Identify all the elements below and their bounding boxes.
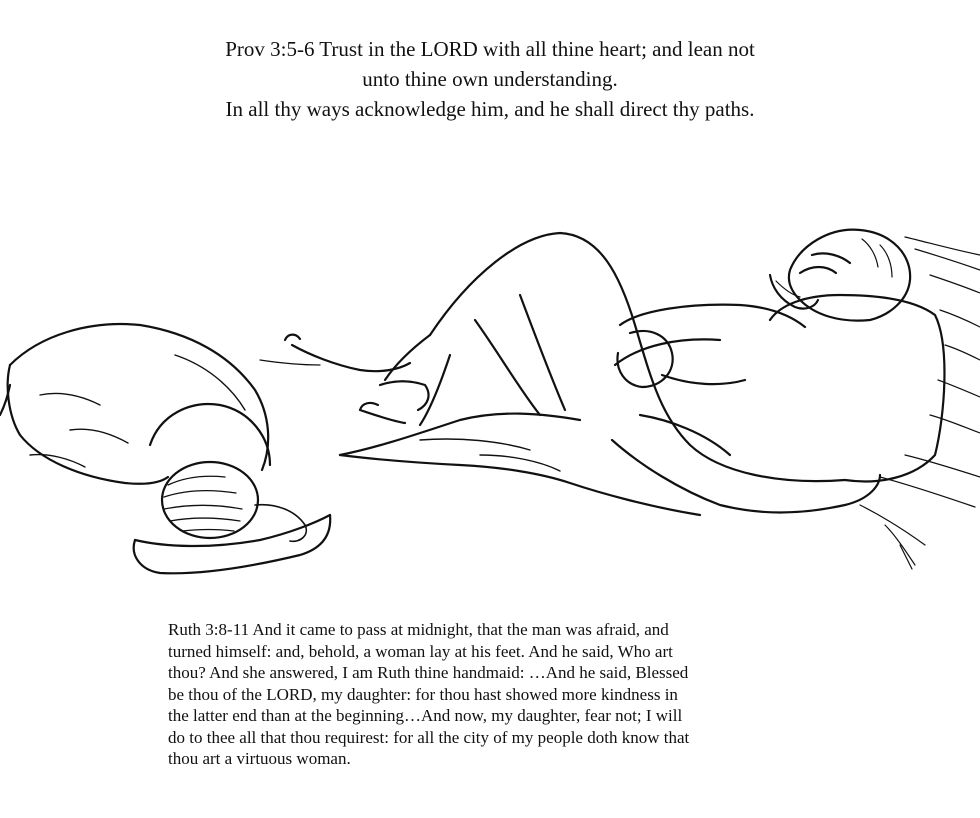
top-verse-line: unto thine own understanding.	[362, 67, 618, 91]
bottom-verse-line: thou art a virtuous woman.	[168, 749, 351, 768]
top-verse-line: Prov 3:5-6 Trust in the LORD with all thine heart; and lean not	[225, 37, 755, 61]
bottom-verse	[168, 619, 848, 770]
top-verse	[0, 34, 980, 124]
bottom-verse-line: thou? And she answered, I am Ruth thine handmaid: …And he said, Blessed	[168, 663, 689, 682]
straw-bed	[860, 237, 980, 569]
top-verse-line: In all thy ways acknowledge him, and he shall direct thy paths.	[225, 97, 755, 121]
sleeping-man	[285, 230, 944, 515]
bottom-verse-line: the latter end than at the beginning…And now, my daughter, fear not; I will	[168, 706, 683, 725]
bottom-verse-line: do to thee all that thou requirest: for all the city of my people doth know that	[168, 727, 690, 747]
bottom-verse-line: be thou of the LORD, my daughter: for thou hast showed more kindness in	[168, 684, 678, 704]
bottom-verse-line: turned himself: and, behold, a woman lay at his feet. And he said, Who art	[168, 641, 673, 661]
resting-woman	[0, 324, 330, 573]
coloring-illustration	[0, 215, 980, 590]
bottom-verse-line: Ruth 3:8-11 And it came to pass at midnight, that the man was afraid, and	[168, 620, 669, 639]
